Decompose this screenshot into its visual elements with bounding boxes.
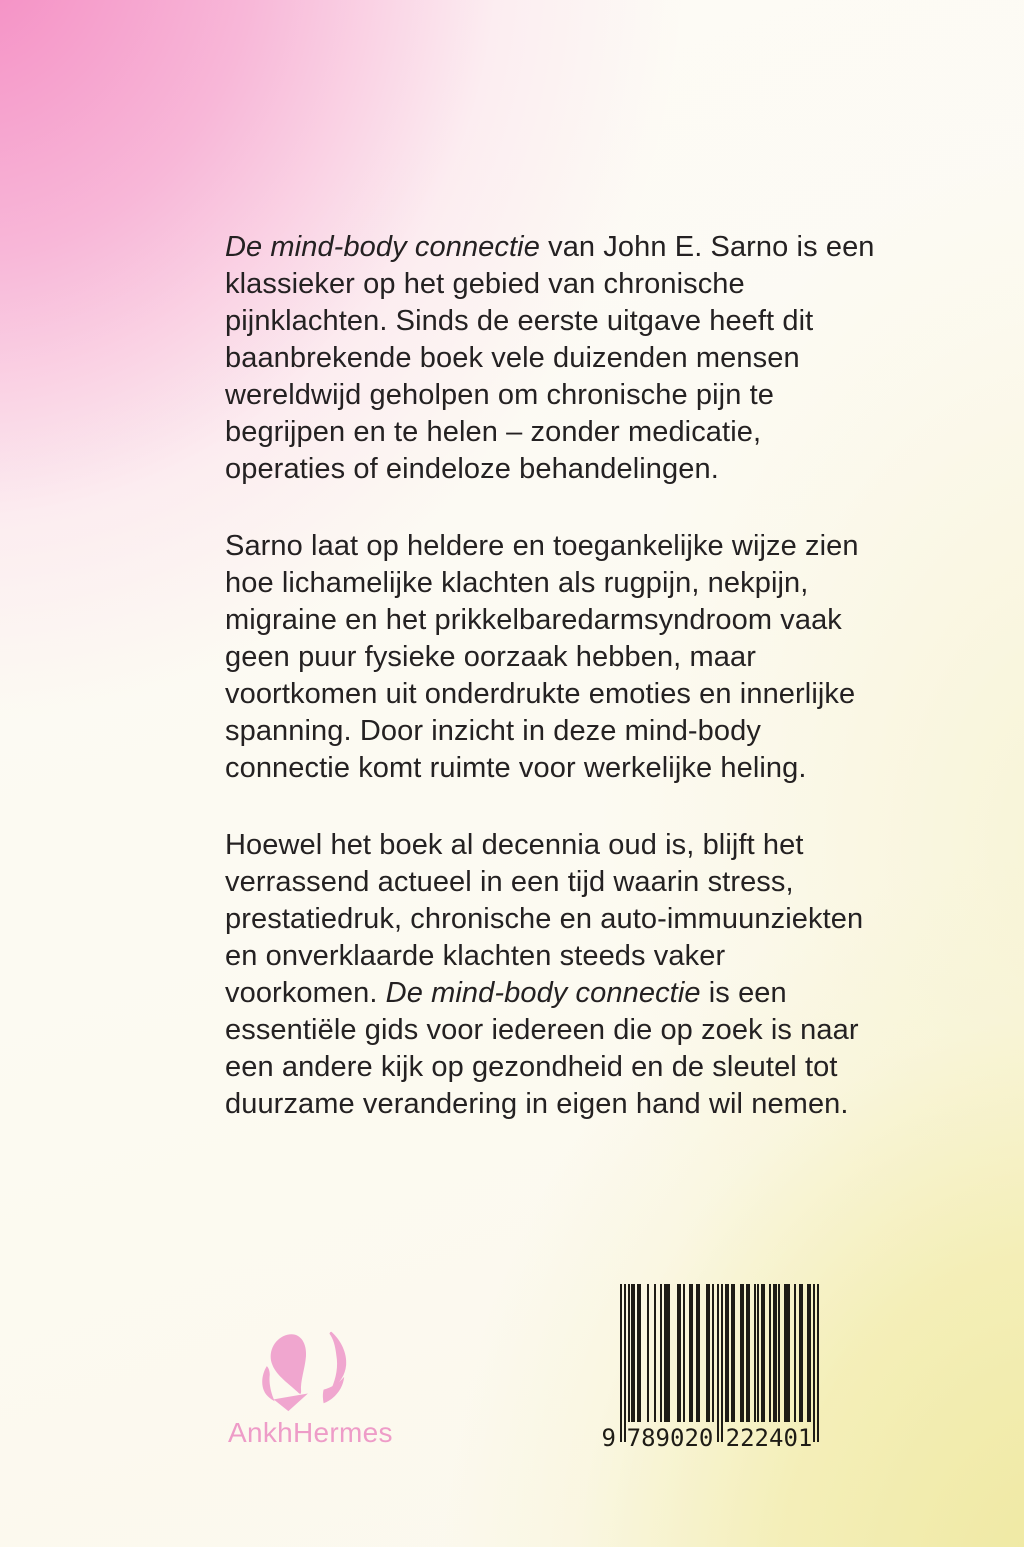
- ankh-logo-icon: [256, 1322, 354, 1416]
- barcode-digit-lead: 9: [601, 1424, 616, 1452]
- publisher-name: AnkhHermes: [228, 1417, 393, 1448]
- paragraph-text: van John E. Sarno is een klassieker op het gebied van chronische pijnklachten. Sinds de eerste uitgave heeft dit baanbrekende boek vele duizenden mensen wereldwijd geholpen om chronische pijn te begrijpen en te helen – zonder medicatie, operaties of eindeloze behandelingen.: [225, 231, 875, 485]
- paragraph-text: is een essentiële gids voor iedereen die op zoek is naar een andere kijk op gezondheid en de sleutel tot duurzame verandering in eigen hand wil nemen.: [225, 977, 859, 1120]
- barcode-digit-group1: 789020: [626, 1424, 714, 1452]
- book-title-italic: De mind-body connectie: [385, 977, 701, 1009]
- barcode: [598, 1284, 830, 1456]
- paragraph-text: Hoewel het boek al decennia oud is, blijft het verrassend actueel in een tijd waarin stress, prestatiedruk, chronische en auto-immuunziekten en onverklaarde klachten steeds vaker voorkomen.: [225, 829, 864, 1009]
- publisher-block: [228, 1322, 393, 1448]
- blurb-paragraph-1: [225, 229, 877, 488]
- blurb: [225, 229, 877, 1123]
- blurb-paragraph-2: Sarno laat op heldere en toegankelijke wijze zien hoe lichamelijke klachten als rugpijn, nekpijn, migraine en het prikkelbaredarmsyndroom vaak geen puur fysieke oorzaak hebben, maar voortkomen uit onderdrukte emoties en innerlijke spanning. Door inzicht in deze mind-body connectie komt ruimte voor werkelijke heling.: [225, 530, 859, 784]
- barcode-digit-group2: 222401: [725, 1424, 813, 1452]
- book-title-italic: De mind-body connectie: [225, 231, 540, 263]
- blurb-paragraph-3: [225, 827, 877, 1123]
